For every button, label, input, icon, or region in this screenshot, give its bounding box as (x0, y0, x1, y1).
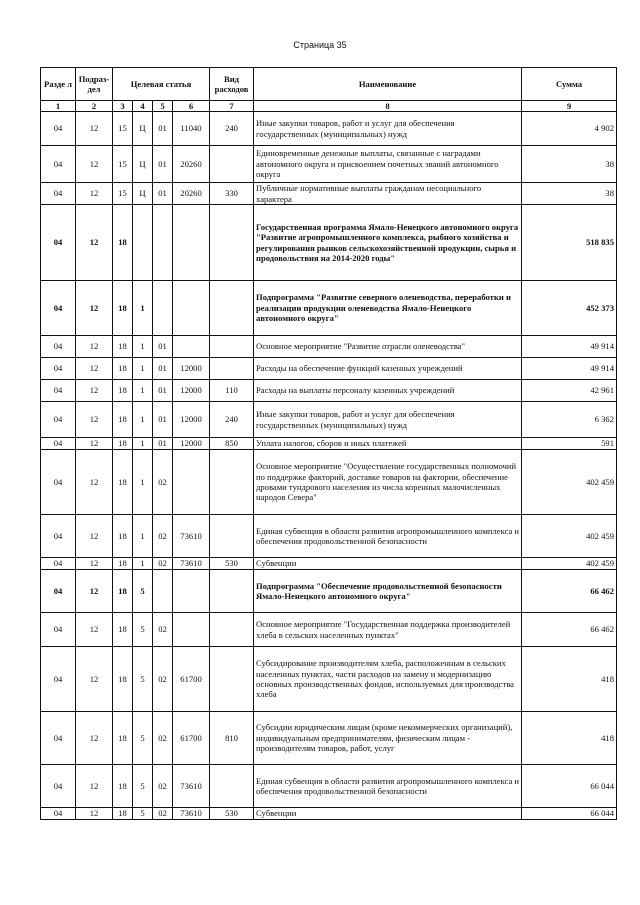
direction-code-cell: 12000 (173, 358, 210, 380)
table-row (41, 558, 617, 570)
program-code-cell: 18 (113, 647, 133, 712)
program-code-cell: 18 (113, 515, 133, 558)
razdel-cell: 04 (41, 570, 76, 613)
direction-code-cell: 12000 (173, 402, 210, 438)
expense-type-cell: 110 (210, 380, 254, 402)
name-cell: Субвенции (254, 808, 522, 820)
podrazdel-cell: 12 (76, 515, 113, 558)
sum-cell: 4 902 (522, 112, 617, 146)
direction-code-cell: 61700 (173, 647, 210, 712)
name-cell: Единая субвенция в области развития агропромышленного комплекса и обеспечения продовольственной безопасности (254, 515, 522, 558)
table-row (41, 570, 617, 613)
subprogram-code-cell: Ц (133, 112, 153, 146)
name-cell: Единая субвенция в области развития агропромышленного комплекса и обеспечения продовольственной безопасности (254, 765, 522, 808)
direction-code-cell: 20260 (173, 146, 210, 183)
header-row (41, 68, 617, 101)
program-code-cell: 18 (113, 438, 133, 450)
program-code-cell: 18 (113, 450, 133, 515)
podrazdel-cell: 12 (76, 402, 113, 438)
direction-code-cell (173, 336, 210, 358)
column-number: 8 (254, 101, 522, 112)
razdel-cell: 04 (41, 808, 76, 820)
podrazdel-cell: 12 (76, 205, 113, 281)
sum-cell: 418 (522, 712, 617, 765)
event-code-cell: 02 (153, 613, 173, 647)
expense-type-cell (210, 570, 254, 613)
program-code-cell: 18 (113, 380, 133, 402)
subprogram-code-cell: 1 (133, 558, 153, 570)
direction-code-cell: 12000 (173, 438, 210, 450)
program-code-cell: 18 (113, 402, 133, 438)
expense-type-cell (210, 647, 254, 712)
event-code-cell (153, 570, 173, 613)
podrazdel-cell: 12 (76, 712, 113, 765)
podrazdel-cell: 12 (76, 146, 113, 183)
sum-cell: 66 462 (522, 570, 617, 613)
direction-code-cell: 61700 (173, 712, 210, 765)
name-cell: Основное мероприятие "Развитие отрасли оленеводства" (254, 336, 522, 358)
razdel-cell: 04 (41, 112, 76, 146)
event-code-cell: 02 (153, 712, 173, 765)
budget-table (40, 67, 617, 820)
column-number: 3 (113, 101, 133, 112)
direction-code-cell (173, 205, 210, 281)
program-code-cell: 18 (113, 808, 133, 820)
direction-code-cell: 73610 (173, 515, 210, 558)
subprogram-code-cell: 5 (133, 765, 153, 808)
column-number: 6 (173, 101, 210, 112)
subprogram-code-cell: 5 (133, 808, 153, 820)
expense-type-cell (210, 281, 254, 336)
event-code-cell: 02 (153, 558, 173, 570)
event-code-cell: 02 (153, 765, 173, 808)
table-row (41, 336, 617, 358)
podrazdel-cell: 12 (76, 438, 113, 450)
subprogram-code-cell: 1 (133, 380, 153, 402)
sum-cell: 66 462 (522, 613, 617, 647)
name-cell: Иные закупки товаров, работ и услуг для обеспечения государственных (муниципальных) нужд (254, 112, 522, 146)
page-number: Страница 35 (293, 40, 347, 50)
column-number: 4 (133, 101, 153, 112)
razdel-cell: 04 (41, 450, 76, 515)
direction-code-cell (173, 450, 210, 515)
expense-type-cell (210, 205, 254, 281)
event-code-cell: 01 (153, 380, 173, 402)
podrazdel-cell: 12 (76, 380, 113, 402)
podrazdel-cell: 12 (76, 808, 113, 820)
razdel-cell: 04 (41, 336, 76, 358)
expense-type-cell: 530 (210, 808, 254, 820)
sum-cell: 402 459 (522, 450, 617, 515)
razdel-cell: 04 (41, 765, 76, 808)
header-podrazdel: Подраз- дел (76, 68, 113, 101)
razdel-cell: 04 (41, 712, 76, 765)
event-code-cell: 01 (153, 358, 173, 380)
razdel-cell: 04 (41, 358, 76, 380)
program-code-cell: 18 (113, 336, 133, 358)
direction-code-cell (173, 281, 210, 336)
program-code-cell: 18 (113, 281, 133, 336)
subprogram-code-cell: 5 (133, 613, 153, 647)
expense-type-cell (210, 765, 254, 808)
expense-type-cell (210, 613, 254, 647)
direction-code-cell: 11040 (173, 112, 210, 146)
event-code-cell: 01 (153, 402, 173, 438)
subprogram-code-cell: 1 (133, 402, 153, 438)
table-row (41, 613, 617, 647)
name-cell: Единовременные денежные выплаты, связанные с наградами автономного округа и присвоением почетных званий автономного округа (254, 146, 522, 183)
program-code-cell: 18 (113, 570, 133, 613)
sum-cell: 518 835 (522, 205, 617, 281)
razdel-cell: 04 (41, 613, 76, 647)
sum-cell: 42 961 (522, 380, 617, 402)
event-code-cell: 01 (153, 183, 173, 205)
name-cell: Подпрограмма "Обеспечение продовольственной безопасности Ямало-Ненецкого автономного округа" (254, 570, 522, 613)
subprogram-code-cell (133, 205, 153, 281)
table-row (41, 112, 617, 146)
podrazdel-cell: 12 (76, 358, 113, 380)
program-code-cell: 15 (113, 146, 133, 183)
program-code-cell: 18 (113, 613, 133, 647)
table-row (41, 146, 617, 183)
program-code-cell: 15 (113, 112, 133, 146)
name-cell: Субсидирование производителям хлеба, расположенным в сельских населенных пунктах, части расходов на замену и модернизацию основных производственных фондов, используемых для производства хлеба (254, 647, 522, 712)
program-code-cell: 18 (113, 558, 133, 570)
razdel-cell: 04 (41, 402, 76, 438)
podrazdel-cell: 12 (76, 336, 113, 358)
direction-code-cell: 20260 (173, 183, 210, 205)
table-body (41, 112, 617, 820)
sum-cell: 66 044 (522, 765, 617, 808)
sum-cell: 49 914 (522, 358, 617, 380)
table-row (41, 358, 617, 380)
podrazdel-cell: 12 (76, 183, 113, 205)
sum-cell: 452 373 (522, 281, 617, 336)
table-row (41, 712, 617, 765)
razdel-cell: 04 (41, 647, 76, 712)
sum-cell: 418 (522, 647, 617, 712)
razdel-cell: 04 (41, 183, 76, 205)
event-code-cell: 01 (153, 112, 173, 146)
sum-cell: 38 (522, 146, 617, 183)
name-cell: Расходы на выплаты персоналу казенных учреждений (254, 380, 522, 402)
header-tselevaya-statya: Целевая статья (113, 68, 210, 101)
expense-type-cell: 330 (210, 183, 254, 205)
event-code-cell: 02 (153, 515, 173, 558)
podrazdel-cell: 12 (76, 281, 113, 336)
razdel-cell: 04 (41, 558, 76, 570)
table-row (41, 205, 617, 281)
subprogram-code-cell: 1 (133, 358, 153, 380)
name-cell: Расходы на обеспечение функций казенных учреждений (254, 358, 522, 380)
event-code-cell (153, 205, 173, 281)
direction-code-cell (173, 613, 210, 647)
event-code-cell: 01 (153, 438, 173, 450)
event-code-cell: 01 (153, 336, 173, 358)
column-number: 7 (210, 101, 254, 112)
name-cell: Субвенции (254, 558, 522, 570)
subprogram-code-cell: 1 (133, 438, 153, 450)
podrazdel-cell: 12 (76, 558, 113, 570)
expense-type-cell (210, 515, 254, 558)
razdel-cell: 04 (41, 205, 76, 281)
razdel-cell: 04 (41, 281, 76, 336)
table-row (41, 808, 617, 820)
name-cell: Подпрограмма "Развитие северного оленеводства, переработки и реализации продукции оленеводства Ямало-Ненецкого автономного округа" (254, 281, 522, 336)
sum-cell: 38 (522, 183, 617, 205)
table-row (41, 402, 617, 438)
column-number: 9 (522, 101, 617, 112)
table-row (41, 281, 617, 336)
table-row (41, 647, 617, 712)
podrazdel-cell: 12 (76, 450, 113, 515)
program-code-cell: 18 (113, 358, 133, 380)
podrazdel-cell: 12 (76, 112, 113, 146)
header-razdel: Разде л (41, 68, 76, 101)
header-vid-raskhodov: Вид расходов (210, 68, 254, 101)
column-number-row (41, 101, 617, 112)
name-cell: Публичные нормативные выплаты гражданам несоциального характера (254, 183, 522, 205)
direction-code-cell (173, 570, 210, 613)
subprogram-code-cell: 1 (133, 336, 153, 358)
program-code-cell: 18 (113, 765, 133, 808)
expense-type-cell: 240 (210, 112, 254, 146)
expense-type-cell: 810 (210, 712, 254, 765)
subprogram-code-cell: Ц (133, 183, 153, 205)
program-code-cell: 18 (113, 205, 133, 281)
subprogram-code-cell: 1 (133, 281, 153, 336)
subprogram-code-cell: 5 (133, 570, 153, 613)
name-cell: Основное мероприятие "Осуществление государственных полномочий по поддержке факторий, доставке товаров на фактории, обеспечение дровами тундрового населения из числа коренных малочисленных народов Севера" (254, 450, 522, 515)
event-code-cell: 02 (153, 808, 173, 820)
expense-type-cell (210, 450, 254, 515)
table-row (41, 438, 617, 450)
expense-type-cell (210, 146, 254, 183)
table-row (41, 765, 617, 808)
sum-cell: 6 362 (522, 402, 617, 438)
subprogram-code-cell: 1 (133, 450, 153, 515)
subprogram-code-cell: 1 (133, 515, 153, 558)
program-code-cell: 15 (113, 183, 133, 205)
event-code-cell: 01 (153, 146, 173, 183)
table-row (41, 515, 617, 558)
podrazdel-cell: 12 (76, 647, 113, 712)
subprogram-code-cell: Ц (133, 146, 153, 183)
sum-cell: 591 (522, 438, 617, 450)
column-number: 2 (76, 101, 113, 112)
expense-type-cell: 530 (210, 558, 254, 570)
event-code-cell: 02 (153, 450, 173, 515)
subprogram-code-cell: 5 (133, 712, 153, 765)
table-row (41, 183, 617, 205)
direction-code-cell: 73610 (173, 808, 210, 820)
column-number: 5 (153, 101, 173, 112)
header-summa: Сумма (522, 68, 617, 101)
header-naimenovanie: Наименование (254, 68, 522, 101)
expense-type-cell (210, 336, 254, 358)
podrazdel-cell: 12 (76, 570, 113, 613)
sum-cell: 49 914 (522, 336, 617, 358)
podrazdel-cell: 12 (76, 613, 113, 647)
name-cell: Основное мероприятие "Государственная поддержка производителей хлеба в сельских населенных пунктах" (254, 613, 522, 647)
razdel-cell: 04 (41, 146, 76, 183)
direction-code-cell: 73610 (173, 558, 210, 570)
direction-code-cell: 73610 (173, 765, 210, 808)
table-row (41, 450, 617, 515)
razdel-cell: 04 (41, 515, 76, 558)
subprogram-code-cell: 5 (133, 647, 153, 712)
sum-cell: 402 459 (522, 558, 617, 570)
event-code-cell: 02 (153, 647, 173, 712)
event-code-cell (153, 281, 173, 336)
razdel-cell: 04 (41, 380, 76, 402)
direction-code-cell: 12000 (173, 380, 210, 402)
expense-type-cell: 850 (210, 438, 254, 450)
table-row (41, 380, 617, 402)
expense-type-cell (210, 358, 254, 380)
name-cell: Иные закупки товаров, работ и услуг для обеспечения государственных (муниципальных) нужд (254, 402, 522, 438)
name-cell: Субсидии юридическим лицам (кроме некоммерческих организаций), индивидуальным предпринимателям, физическим лицам - производителям товаров, работ, услуг (254, 712, 522, 765)
name-cell: Уплата налогов, сборов и иных платежей (254, 438, 522, 450)
program-code-cell: 18 (113, 712, 133, 765)
razdel-cell: 04 (41, 438, 76, 450)
name-cell: Государственная программа Ямало-Ненецкого автономного округа "Развитие агропромышленного комплекса, рыбного хозяйства и регулирования рынков сельскохозяйственной продукции, сырья и продовольствия на 2014-2020 годы" (254, 205, 522, 281)
sum-cell: 66 044 (522, 808, 617, 820)
sum-cell: 402 459 (522, 515, 617, 558)
podrazdel-cell: 12 (76, 765, 113, 808)
expense-type-cell: 240 (210, 402, 254, 438)
column-number: 1 (41, 101, 76, 112)
